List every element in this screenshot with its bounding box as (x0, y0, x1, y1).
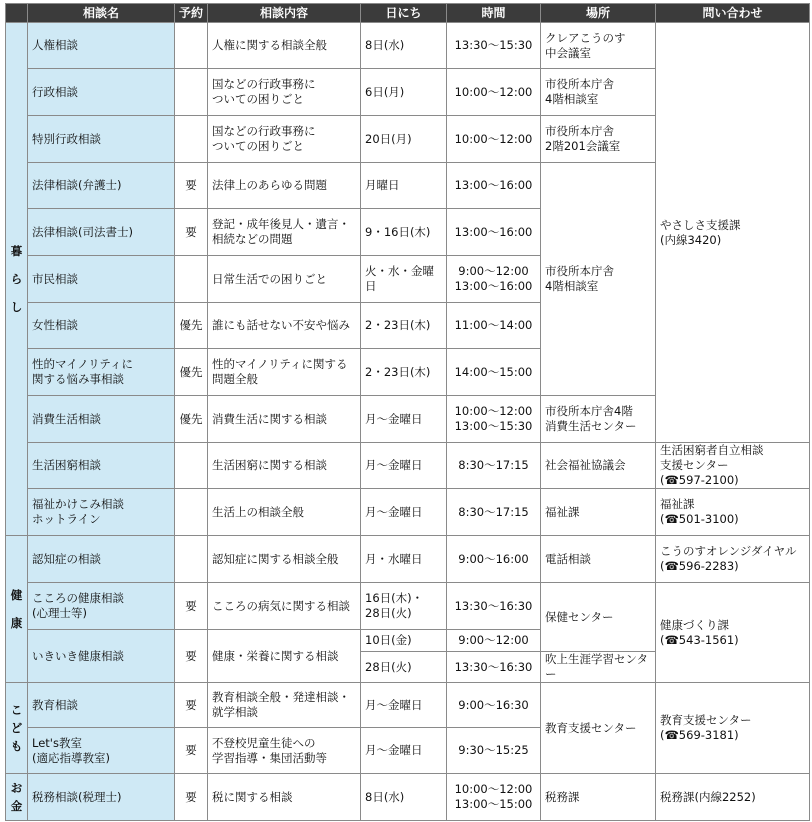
consult-time: 9:00〜12:00 (447, 630, 541, 652)
reservation-cell: 要 (175, 774, 208, 821)
consult-time: 8:30〜17:15 (447, 489, 541, 536)
consult-place: 吹上生涯学習センター (541, 652, 656, 683)
consult-name: 法律相談(弁護士) (28, 163, 175, 209)
consult-place: 保健センター (541, 583, 656, 652)
reservation-cell: 要 (175, 728, 208, 774)
table-row (6, 683, 810, 728)
consult-content: 登記・成年後見人・遺言・ 相続などの問題 (208, 209, 361, 256)
reservation-cell: 要 (175, 583, 208, 630)
consult-name: 福祉かけこみ相談 ホットライン (28, 489, 175, 536)
header-place: 場所 (541, 4, 656, 23)
consult-contact: やさしさ支援課 (内線3420) (656, 23, 810, 443)
consult-time: 13:30〜15:30 (447, 23, 541, 69)
consult-content: 法律上のあらゆる問題 (208, 163, 361, 209)
reservation-cell (175, 116, 208, 163)
consult-date: 28日(火) (361, 652, 447, 683)
consult-place: 市役所本庁舎 4階相談室 (541, 69, 656, 116)
reservation-cell: 要 (175, 683, 208, 728)
consult-date: 8日(水) (361, 774, 447, 821)
consult-content: 消費生活に関する相談 (208, 396, 361, 443)
consult-date: 2・23日(木) (361, 303, 447, 349)
consult-contact: こうのすオレンジダイヤル (☎596-2283) (656, 536, 810, 583)
reservation-cell (175, 256, 208, 303)
consult-place: クレアこうのす 中会議室 (541, 23, 656, 69)
consult-place: 社会福祉協議会 (541, 443, 656, 489)
consult-date: 6日(月) (361, 69, 447, 116)
header-time: 時間 (447, 4, 541, 23)
consult-place: 市役所本庁舎 2階201会議室 (541, 116, 656, 163)
reservation-cell: 優先 (175, 349, 208, 396)
consult-content: 日常生活での困りごと (208, 256, 361, 303)
consult-content: 健康・栄養に関する相談 (208, 630, 361, 683)
consultation-table (5, 3, 810, 821)
category-kids: こ ど も (6, 683, 28, 774)
consult-time: 10:00〜12:00 (447, 69, 541, 116)
category-living: 暮 ら し (6, 23, 28, 536)
consult-content: 国などの行政事務に ついての困りごと (208, 69, 361, 116)
header-content: 相談内容 (208, 4, 361, 23)
consult-date: 8日(水) (361, 23, 447, 69)
reservation-cell (175, 536, 208, 583)
table-row (6, 443, 810, 489)
table-row (6, 583, 810, 630)
consult-time: 10:00〜12:00 13:00〜15:30 (447, 396, 541, 443)
consult-name: 税務相談(税理士) (28, 774, 175, 821)
consult-content: こころの病気に関する相談 (208, 583, 361, 630)
header-category (6, 4, 28, 23)
consult-contact: 生活困窮者自立相談 支援センター (☎597-2100) (656, 443, 810, 489)
reservation-cell: 要 (175, 163, 208, 209)
consult-name: いきいき健康相談 (28, 630, 175, 683)
consult-content: 不登校児童生徒への 学習指導・集団活動等 (208, 728, 361, 774)
consult-time: 10:00〜12:00 13:00〜15:00 (447, 774, 541, 821)
consult-time: 13:00〜16:00 (447, 209, 541, 256)
consult-content: 教育相談全般・発達相談・ 就学相談 (208, 683, 361, 728)
consult-content: 生活困窮に関する相談 (208, 443, 361, 489)
consult-time: 9:00〜16:30 (447, 683, 541, 728)
consult-time: 11:00〜14:00 (447, 303, 541, 349)
consult-place: 福祉課 (541, 489, 656, 536)
consult-date: 月〜金曜日 (361, 396, 447, 443)
consult-contact: 健康づくり課 (☎543-1561) (656, 583, 810, 683)
consult-content: 性的マイノリティに関する 問題全般 (208, 349, 361, 396)
header-date: 日にち (361, 4, 447, 23)
reservation-cell (175, 23, 208, 69)
consult-name: 性的マイノリティに 関する悩み事相談 (28, 349, 175, 396)
reservation-cell: 優先 (175, 303, 208, 349)
consult-name: 人権相談 (28, 23, 175, 69)
consult-content: 誰にも話せない不安や悩み (208, 303, 361, 349)
consult-date: 火・水・金曜日 (361, 256, 447, 303)
consult-name: 認知症の相談 (28, 536, 175, 583)
consult-name: 法律相談(司法書士) (28, 209, 175, 256)
consult-name: 女性相談 (28, 303, 175, 349)
header-reservation: 予約 (175, 4, 208, 23)
consult-time: 13:30〜16:30 (447, 583, 541, 630)
table-row (6, 536, 810, 583)
consult-name: こころの健康相談 (心理士等) (28, 583, 175, 630)
consult-time: 13:00〜16:00 (447, 163, 541, 209)
consult-date: 16日(木)・ 28日(火) (361, 583, 447, 630)
consult-content: 人権に関する相談全般 (208, 23, 361, 69)
table-row (6, 774, 810, 821)
consult-date: 9・16日(木) (361, 209, 447, 256)
consult-place: 市役所本庁舎4階 消費生活センター (541, 396, 656, 443)
consult-place: 税務課 (541, 774, 656, 821)
consult-place: 市役所本庁舎 4階相談室 (541, 163, 656, 396)
reservation-cell: 要 (175, 209, 208, 256)
consult-date: 月曜日 (361, 163, 447, 209)
reservation-cell (175, 69, 208, 116)
consult-time: 9:00〜12:00 13:00〜16:00 (447, 256, 541, 303)
consult-name: 特別行政相談 (28, 116, 175, 163)
table-row (6, 489, 810, 536)
consult-time: 8:30〜17:15 (447, 443, 541, 489)
consult-date: 月・水曜日 (361, 536, 447, 583)
category-money: お 金 (6, 774, 28, 821)
consult-date: 月〜金曜日 (361, 683, 447, 728)
header-name: 相談名 (28, 4, 175, 23)
consult-time: 10:00〜12:00 (447, 116, 541, 163)
consult-name: 教育相談 (28, 683, 175, 728)
category-health: 健 康 (6, 536, 28, 683)
consult-name: 市民相談 (28, 256, 175, 303)
reservation-cell (175, 443, 208, 489)
reservation-cell: 優先 (175, 396, 208, 443)
reservation-cell (175, 489, 208, 536)
consult-time: 9:30〜15:25 (447, 728, 541, 774)
consult-place: 教育支援センター (541, 683, 656, 774)
consult-content: 税に関する相談 (208, 774, 361, 821)
table-row (6, 23, 810, 69)
consult-time: 9:00〜16:00 (447, 536, 541, 583)
consult-date: 20日(月) (361, 116, 447, 163)
consult-date: 月〜金曜日 (361, 443, 447, 489)
consult-content: 認知症に関する相談全般 (208, 536, 361, 583)
consult-contact: 税務課(内線2252) (656, 774, 810, 821)
consult-contact: 福祉課 (☎501-3100) (656, 489, 810, 536)
consult-contact: 教育支援センター (☎569-3181) (656, 683, 810, 774)
consult-date: 月〜金曜日 (361, 728, 447, 774)
consult-name: 消費生活相談 (28, 396, 175, 443)
consult-name: 行政相談 (28, 69, 175, 116)
consult-time: 14:00〜15:00 (447, 349, 541, 396)
header-row (6, 4, 810, 23)
consult-name: 生活困窮相談 (28, 443, 175, 489)
consult-date: 10日(金) (361, 630, 447, 652)
header-contact: 問い合わせ (656, 4, 810, 23)
reservation-cell: 要 (175, 630, 208, 683)
consult-name: Let's教室 (適応指導教室) (28, 728, 175, 774)
consult-date: 2・23日(木) (361, 349, 447, 396)
consult-date: 月〜金曜日 (361, 489, 447, 536)
consult-time: 13:30〜16:30 (447, 652, 541, 683)
consult-content: 国などの行政事務に ついての困りごと (208, 116, 361, 163)
consult-content: 生活上の相談全般 (208, 489, 361, 536)
consult-place: 電話相談 (541, 536, 656, 583)
